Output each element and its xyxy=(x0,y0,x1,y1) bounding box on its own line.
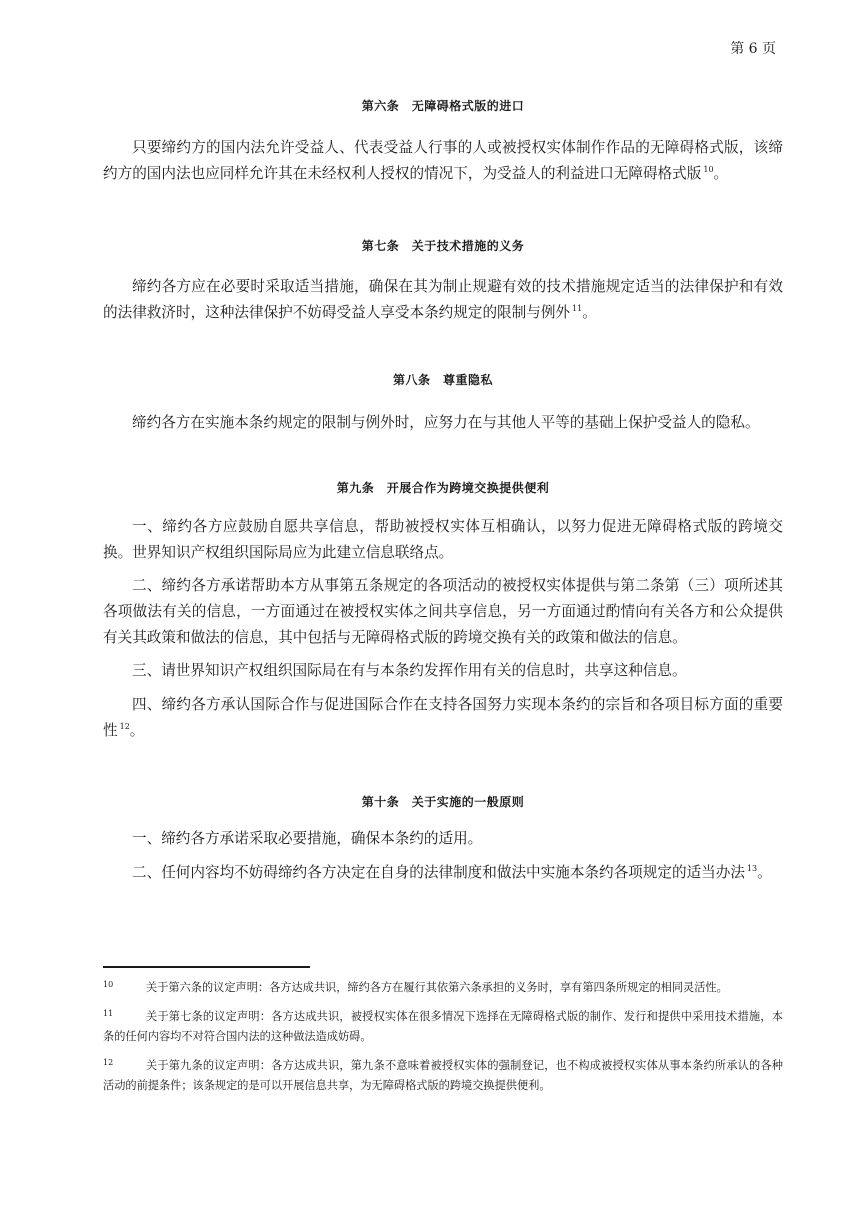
page-number: 第 6 页 xyxy=(730,41,776,57)
footnote-ref[interactable]: 10 xyxy=(703,165,714,175)
paragraph-text: 四、缔约各方承认国际合作与促进国际合作在支持各国努力实现本条约的宗旨和各项目标方面的重要性 xyxy=(103,696,783,739)
article-8-heading: 第八条 尊重隐私 xyxy=(392,373,493,387)
article-7-heading: 第七条 关于技术措施的义务 xyxy=(361,239,525,253)
footnote-ref[interactable]: 12 xyxy=(119,722,130,732)
paragraph-end: 。 xyxy=(582,304,597,321)
article-9-heading: 第九条 开展合作为跨境交换提供便利 xyxy=(336,481,550,495)
footnote-text: 关于第六条的议定声明：各方达成共识，缔约各方在履行其依第六条承担的义务时，享有第四条所规定的相同灵活性。 xyxy=(146,981,728,994)
article-10-paragraph-1: 一、缔约各方承诺采取必要措施，确保本条约的适用。 xyxy=(132,830,483,847)
document-body xyxy=(103,96,783,886)
article-8-paragraph: 缔约各方在实施本条约规定的限制与例外时，应努力在与其他人平等的基础上保护受益人的隐私。 xyxy=(132,414,760,431)
footnotes xyxy=(103,978,783,1105)
article-9-paragraph-3: 三、请世界知识产权组织国际局在有与本条约发挥作用有关的信息时，共享这种信息。 xyxy=(132,662,687,679)
footnote-number: 10 xyxy=(103,980,114,989)
footnote-ref[interactable]: 11 xyxy=(572,304,583,314)
article-10-paragraph-2 xyxy=(103,860,783,886)
footnote-11 xyxy=(103,1007,783,1047)
footnote-number: 12 xyxy=(103,1058,114,1067)
article-10-heading: 第十条 关于实施的一般原则 xyxy=(361,795,525,809)
article-9-paragraph-2: 二、缔约各方承诺帮助本方从事第五条规定的各项活动的被授权实体提供与第二条第（三）项所述其各项做法有关的信息，一方面通过在被授权实体之间共享信息，另一方面通过酌情向有关各方和公众提供有关其政策和做法的信息，其中包括与无障碍格式版的跨境交换有关的政策和做法的信息。 xyxy=(103,577,783,646)
paragraph-end: 。 xyxy=(129,722,145,739)
footnote-12 xyxy=(103,1056,783,1096)
paragraph-end: 。 xyxy=(713,165,729,182)
paragraph-text: 二、任何内容均不妨碍缔约各方决定在自身的法律制度和做法中实施本条约各项规定的适当办法 xyxy=(132,864,745,881)
paragraph-text: 缔约各方应在必要时采取适当措施，确保在其为制止规避有效的技术措施规定适当的法律保护和有效的法律救济时，这种法律保护不妨碍受益人享受本条约规定的限制与例外 xyxy=(103,278,783,321)
article-9-paragraph-1: 一、缔约各方应鼓励自愿共享信息，帮助被授权实体互相确认，以努力促进无障碍格式版的跨境交换。世界知识产权组织国际局应为此建立信息联络点。 xyxy=(103,518,783,561)
footnote-text: 关于第七条的议定声明：各方达成共识，被授权实体在很多情况下选择在无障碍格式版的制作、发行和提供中采用技术措施，本条的任何内容均不对符合国内法的这种做法造成妨碍。 xyxy=(103,1010,783,1043)
article-7-paragraph xyxy=(103,274,783,326)
article-6-paragraph xyxy=(103,135,783,187)
footnote-number: 11 xyxy=(103,1009,114,1018)
footnote-text: 关于第九条的议定声明：各方达成共识，第九条不意味着被授权实体的强制登记，也不构成被授权实体从事本条约所承认的各种活动的前提条件；该条规定的是可以开展信息共享，为无障碍格式版的跨境交换提供便利。 xyxy=(103,1059,783,1092)
article-9-paragraph-4 xyxy=(103,692,783,744)
footnote-ref[interactable]: 13 xyxy=(746,864,758,874)
footnote-10 xyxy=(103,978,783,998)
paragraph-text: 只要缔约方的国内法允许受益人、代表受益人行事的人或被授权实体制作作品的无障碍格式版，该缔约方的国内法也应同样允许其在未经权利人授权的情况下，为受益人的利益进口无障碍格式版 xyxy=(103,139,783,182)
paragraph-end: 。 xyxy=(757,864,772,881)
article-6-heading: 第六条 无障碍格式版的进口 xyxy=(361,99,525,113)
footnote-separator xyxy=(103,966,310,968)
